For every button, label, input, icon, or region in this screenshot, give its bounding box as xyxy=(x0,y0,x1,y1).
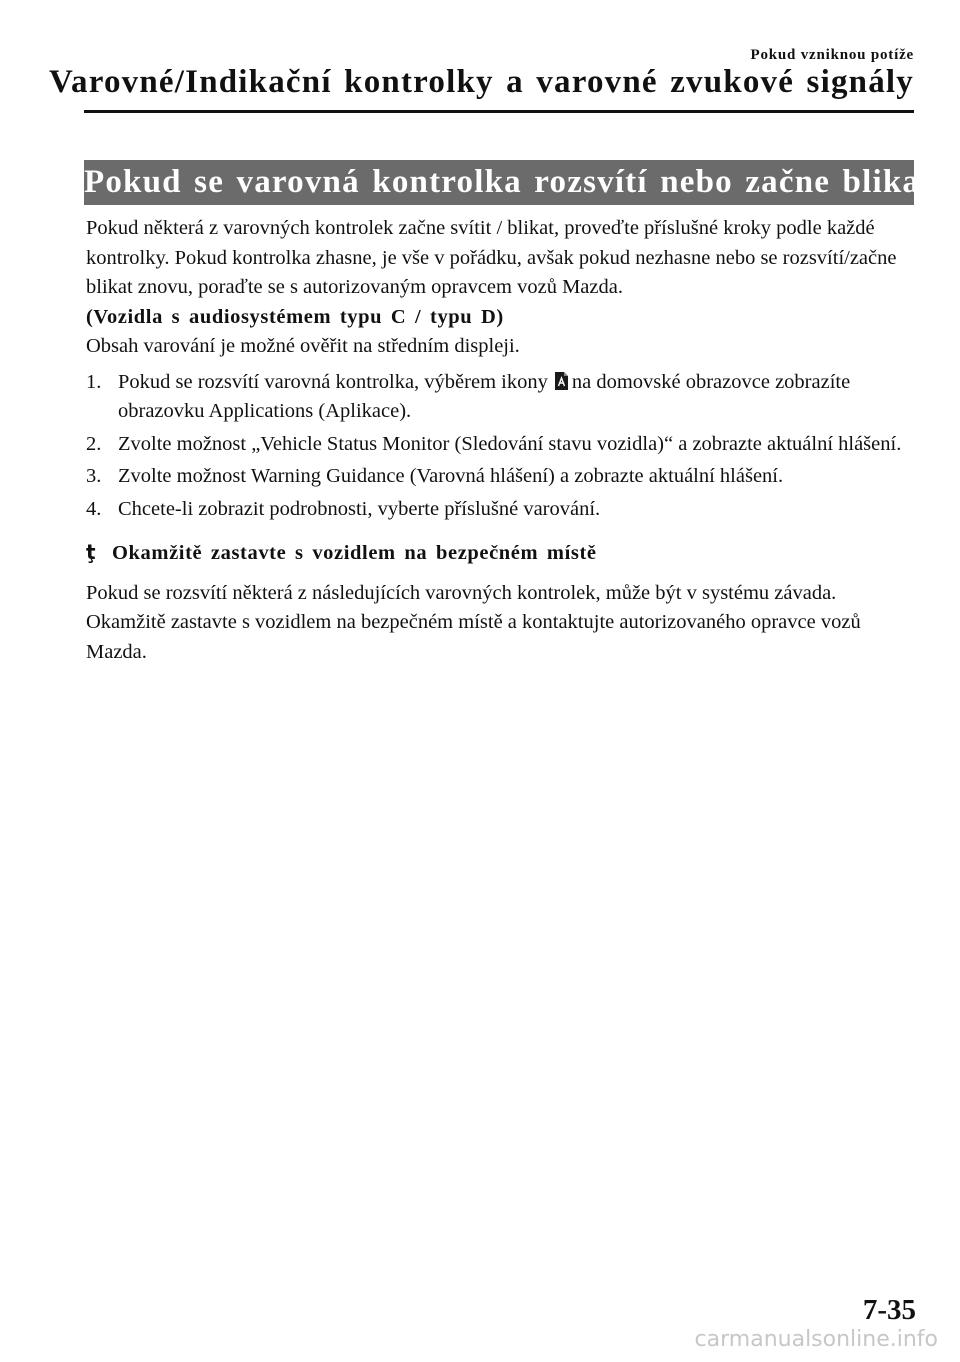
section-title: Varovné/Indikační kontrolky a varovné zvukové signály xyxy=(49,64,914,100)
caution-heading xyxy=(86,538,916,569)
step-number: 2. xyxy=(86,432,102,455)
step-text: Zvolte možnost „Vehicle Status Monitor (Sledování stavu vozidla)“ a zobrazte aktuální hlášení. xyxy=(118,432,902,455)
intro-paragraph: Pokud některá z varovných kontrolek začne svítit / blikat, proveďte příslušné kroky podle každé kontrolky. Pokud kontrolka zhasne, je vše v pořádku, avšak pokud nezhasne nebo se rozsvítí/začne blikat znovu, poraďte se s autorizovaným opravcem vozů Mazda. xyxy=(86,217,897,298)
step-item xyxy=(86,462,916,492)
step-number: 1. xyxy=(86,370,102,393)
audio-note: Obsah varování je možné ověřit na středním displeji. xyxy=(86,335,520,357)
page-number: 7-35 xyxy=(862,1294,916,1326)
topic-banner: Pokud se varovná kontrolka rozsvítí nebo začne blikat xyxy=(84,160,914,205)
step-text: Chcete-li zobrazit podrobnosti, vyberte příslušné varování. xyxy=(118,497,601,520)
step-number: 4. xyxy=(86,497,102,520)
step-item xyxy=(86,430,916,460)
caution-icon: ţ xyxy=(86,540,97,564)
caution-title: Okamžitě zastavte s vozidlem na bezpečném místě xyxy=(112,542,597,564)
audio-subhead: (Vozidla s audiosystémem typu C / typu D) xyxy=(86,305,504,328)
watermark: carmanualsonline.info xyxy=(694,1327,938,1352)
step-number: 3. xyxy=(86,465,102,487)
header-rule xyxy=(84,110,914,113)
step-text: Zvolte možnost Warning Guidance (Varovná hlášení) a zobrazte aktuální hlášení. xyxy=(118,465,784,487)
caution-paragraph: Pokud se rozsvítí některá z následujících varovných kontrolek, může být v systému závada. Okamžitě zastavte s vozidlem na bezpečném místě a kontaktujte autorizovaného opravce vozů Mazda. xyxy=(86,581,861,663)
applications-icon xyxy=(552,370,570,392)
step-text-before: Pokud se rozsvítí varovná kontrolka, výběrem ikony xyxy=(118,370,548,393)
step-item xyxy=(86,368,916,427)
steps-list xyxy=(86,368,916,525)
step-item xyxy=(86,495,916,525)
step-text xyxy=(118,368,916,427)
step-text-after: na domovské obrazovce zobrazíte obrazovku Applications (Aplikace). xyxy=(118,370,851,422)
content xyxy=(86,214,916,667)
chapter-title: Pokud vzniknou potíže xyxy=(750,47,914,63)
